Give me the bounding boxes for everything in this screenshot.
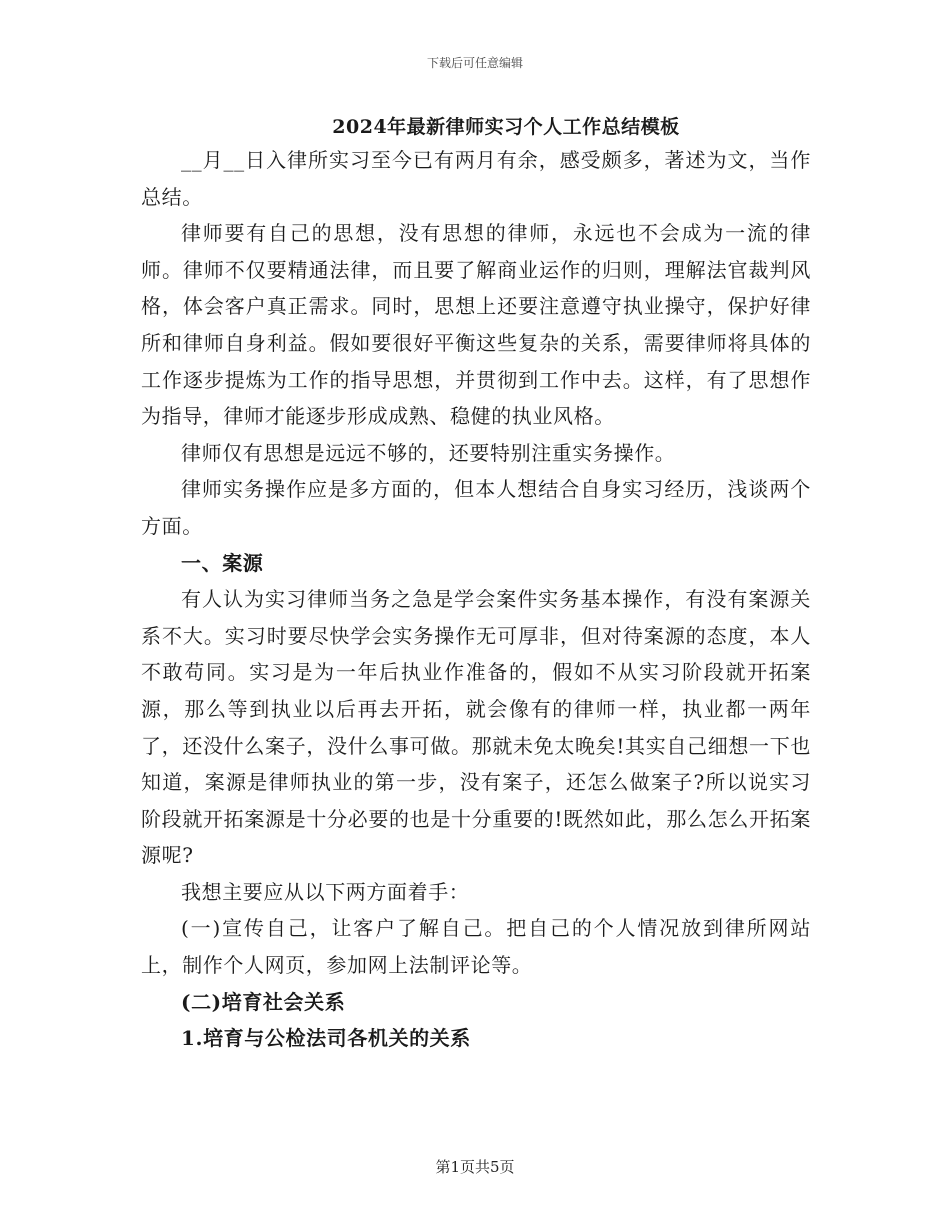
subsection-heading-social-relations: (二)培育社会关系 xyxy=(181,989,346,1014)
document-body xyxy=(141,112,811,1057)
paragraph-intro: __月__日入律所实习至今已有两月有余，感受颇多，著述为文，当作总结。 xyxy=(141,148,811,209)
subsection-heading-judicial-relations: 1.培育与公检法司各机关的关系 xyxy=(181,1026,471,1051)
paragraph-promote-self: (一)宣传自己，让客户了解自己。把自己的个人情况放到律所网站上，制作个人网页，参加网上法制评论等。 xyxy=(141,916,811,978)
paragraph-case-source: 有人认为实习律师当务之急是学会案件实务基本操作，有没有案源关系不大。实习时要尽快学会实务操作无可厚非，但对待案源的态度，本人不敢苟同。实习是为一年后执业作准备的，假如不从实习阶段就开拓案源，那么等到执业以后再去开拓，就会像有的律师一样，执业都一两年了，还没什么案子，没什么事可做。那就未免太晚矣!其实自己细想一下也知道，案源是律师执业的第一步，没有案子，还怎么做案子?所以说实习阶段就开拓案源是十分必要的也是十分重要的!既然如此，那么怎么开拓案源呢? xyxy=(141,587,811,868)
paragraph-practice: 律师仅有思想是远远不够的，还要特别注重实务操作。 xyxy=(181,440,676,465)
document-title: 2024年最新律师实习个人工作总结模板 xyxy=(332,116,680,138)
paragraph-two-aspects: 我想主要应从以下两方面着手： xyxy=(181,879,470,904)
header-note: 下载后可任意编辑 xyxy=(426,56,523,70)
paragraph-aspects: 律师实务操作应是多方面的，但本人想结合自身实习经历，浅谈两个方面。 xyxy=(141,477,811,538)
paragraph-thinking: 律师要有自己的思想，没有思想的律师，永远也不会成为一流的律师。律师不仅要精通法律，而且要了解商业运作的归则，理解法官裁判风格，体会客户真正需求。同时，思想上还要注意遵守执业操守，保护好律所和律师自身利益。假如要很好平衡这些复杂的关系，需要律师将具体的工作逐步提炼为工作的指导思想，并贯彻到工作中去。这样，有了思想作为指导，律师才能逐步形成成熟、稳健的执业风格。 xyxy=(141,221,811,429)
page-footer: 第1页共5页 xyxy=(435,1158,515,1176)
section-heading-case-source: 一、案源 xyxy=(181,550,264,575)
